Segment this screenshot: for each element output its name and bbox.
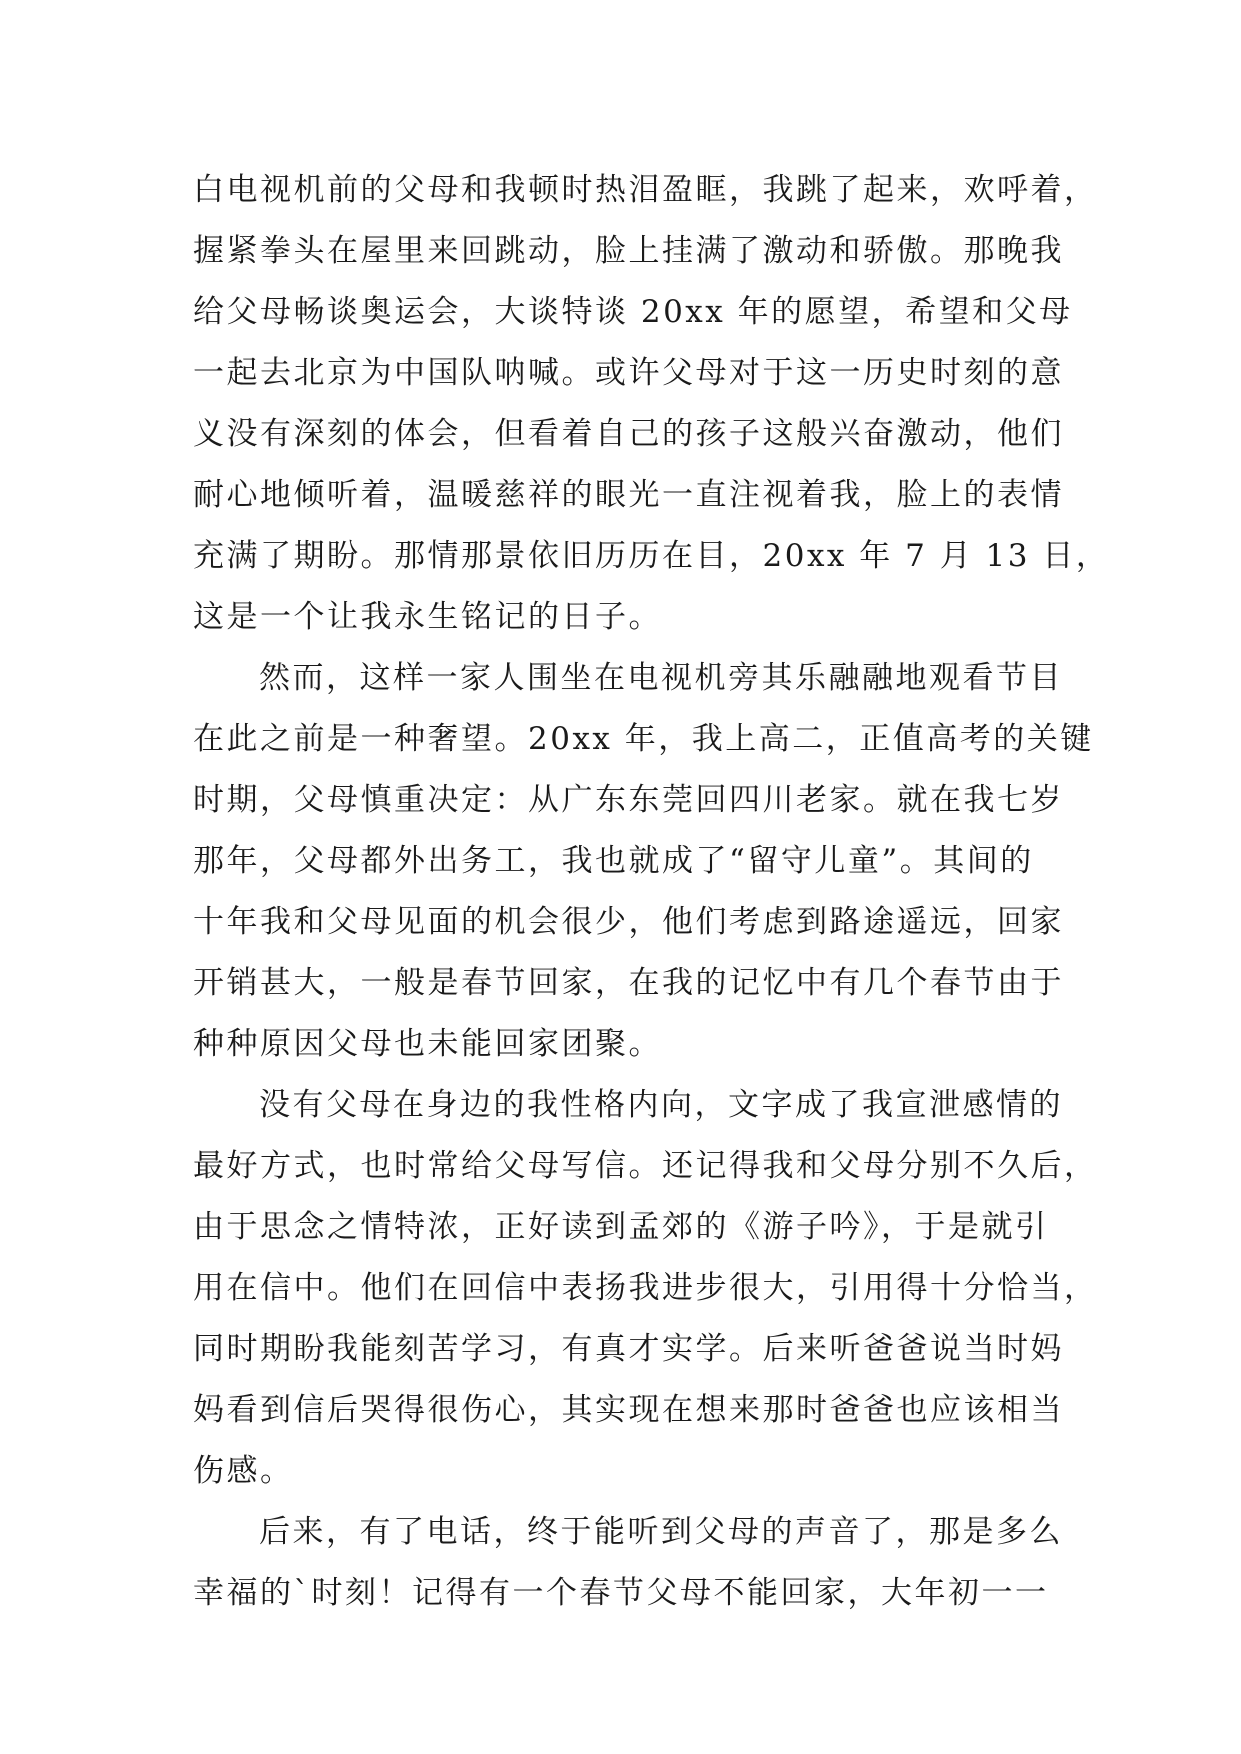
text-line: 这是一个让我永生铭记的日子。 — [193, 599, 662, 635]
text-line: 十年我和父母见面的机会很少，他们考虑到路途遥远，回家 — [193, 904, 1064, 940]
text-line: 给父母畅谈奥运会，大谈特谈 20xx 年的愿望，希望和父母 — [193, 294, 1073, 330]
document-body — [193, 160, 1110, 1624]
text-line: 在此之前是一种奢望。20xx 年，我上高二，正值高考的关键 — [193, 721, 1094, 757]
paragraph-3 — [193, 1075, 1098, 1502]
text-line: 一起去北京为中国队呐喊。或许父母对于这一历史时刻的意 — [193, 355, 1064, 391]
paragraph-4 — [193, 1502, 1063, 1624]
text-line: 妈看到信后哭得很伤心，其实现在想来那时爸爸也应该相当 — [193, 1392, 1064, 1428]
text-line: 幸福的`时刻！记得有一个春节父母不能回家，大年初一一 — [193, 1575, 1049, 1611]
text-line: 由于思念之情特浓，正好读到孟郊的《游子吟》，于是就引 — [193, 1209, 1049, 1245]
text-line: 最好方式，也时常给父母写信。还记得我和父母分别不久后， — [193, 1148, 1098, 1184]
text-line: 那年，父母都外出务工，我也就成了“留守儿童”。其间的 — [193, 843, 1034, 879]
text-line: 没有父母在身边的我性格内向，文字成了我宣泄感情的 — [259, 1087, 1063, 1123]
text-line: 义没有深刻的体会，但看着自己的孩子这般兴奋激动，他们 — [193, 416, 1064, 452]
text-line: 时期，父母慎重决定：从广东东莞回四川老家。就在我七岁 — [193, 782, 1064, 818]
text-line: 握紧拳头在屋里来回跳动，脸上挂满了激动和骄傲。那晚我 — [193, 233, 1064, 269]
paragraph-1 — [193, 160, 1110, 648]
text-line: 伤感。 — [193, 1453, 294, 1489]
text-line: 种种原因父母也未能回家团聚。 — [193, 1026, 662, 1062]
text-line: 白电视机前的父母和我顿时热泪盈眶，我跳了起来，欢呼着， — [193, 172, 1098, 208]
text-line: 用在信中。他们在回信中表扬我进步很大，引用得十分恰当， — [193, 1270, 1098, 1306]
text-line: 后来，有了电话，终于能听到父母的声音了，那是多么 — [259, 1514, 1063, 1550]
text-line: 耐心地倾听着，温暖慈祥的眼光一直注视着我，脸上的表情 — [193, 477, 1064, 513]
text-line: 然而，这样一家人围坐在电视机旁其乐融融地观看节目 — [259, 660, 1063, 696]
paragraph-2 — [193, 648, 1094, 1075]
text-line: 充满了期盼。那情那景依旧历历在目，20xx 年 7 月 13 日， — [193, 538, 1110, 574]
text-line: 同时期盼我能刻苦学习，有真才实学。后来听爸爸说当时妈 — [193, 1331, 1064, 1367]
text-line: 开销甚大，一般是春节回家，在我的记忆中有几个春节由于 — [193, 965, 1064, 1001]
